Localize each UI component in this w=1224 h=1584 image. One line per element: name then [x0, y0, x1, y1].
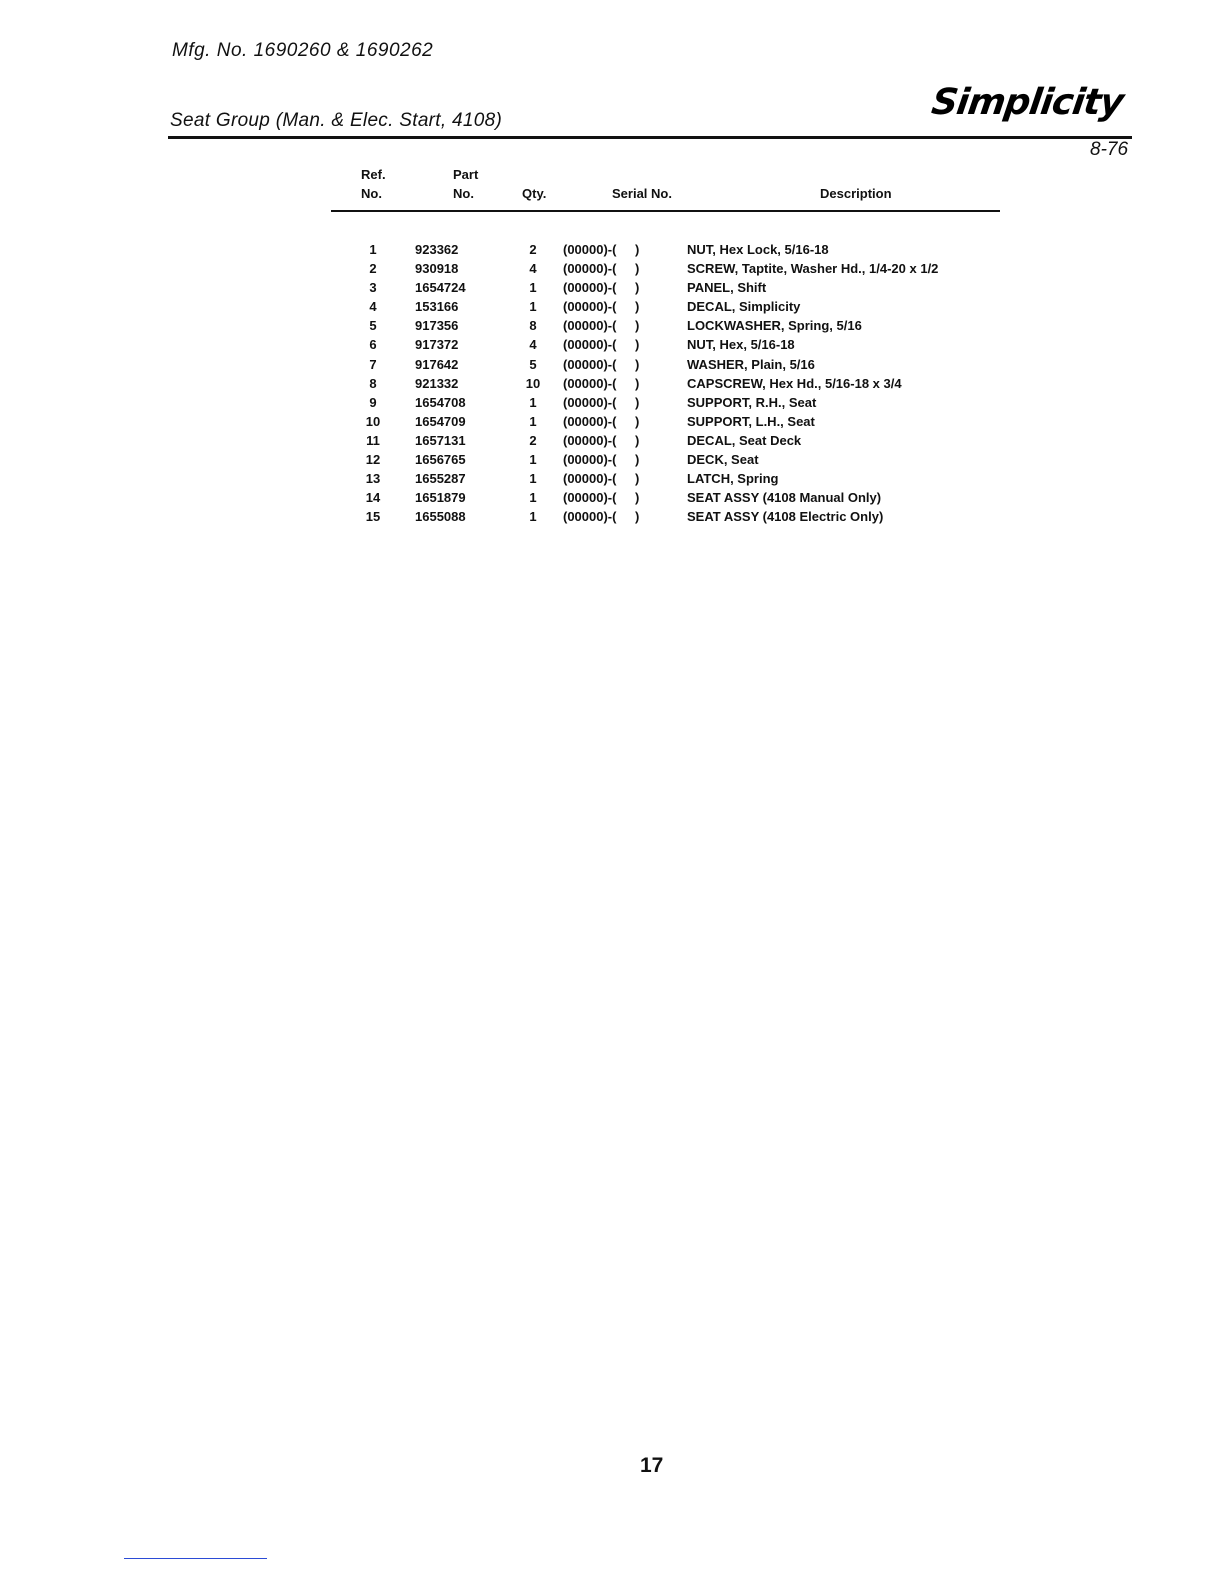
description: PANEL, Shift — [687, 280, 767, 296]
quantity: 2 — [529, 432, 537, 448]
table-row — [331, 469, 938, 488]
description: DECAL, Seat Deck — [687, 432, 802, 448]
serial-number: (00000)-( — [563, 413, 617, 429]
column-header-ref — [361, 165, 386, 203]
ref-number: 15 — [365, 509, 381, 525]
footer-line — [124, 1558, 267, 1559]
column-header-serial: Serial No. — [612, 186, 672, 201]
serial-bracket: ) — [635, 375, 640, 391]
ref-number: 7 — [369, 356, 377, 372]
part-number: 917642 — [415, 356, 459, 372]
description: LOCKWASHER, Spring, 5/16 — [687, 318, 862, 334]
part-number: 1654708 — [415, 394, 466, 410]
part-number: 1654709 — [415, 413, 466, 429]
quantity: 1 — [529, 471, 537, 487]
ref-number: 5 — [369, 318, 377, 334]
serial-bracket: ) — [635, 318, 640, 334]
description: SEAT ASSY (4108 Electric Only) — [687, 509, 884, 525]
part-number: 917356 — [415, 318, 459, 334]
serial-bracket: ) — [635, 356, 640, 372]
quantity: 1 — [529, 490, 537, 506]
ref-number: 4 — [369, 299, 377, 315]
column-header-description: Description — [820, 186, 892, 201]
serial-number: (00000)-( — [563, 299, 617, 315]
part-number: 1657131 — [415, 432, 466, 448]
quantity: 1 — [529, 452, 537, 468]
quantity: 1 — [529, 509, 537, 525]
serial-bracket: ) — [635, 432, 640, 448]
ref-number: 10 — [365, 413, 381, 429]
description: SCREW, Taptite, Washer Hd., 1/4-20 x 1/2 — [687, 261, 939, 277]
serial-number: (00000)-( — [563, 337, 617, 353]
table-row — [331, 240, 938, 259]
description: WASHER, Plain, 5/16 — [687, 356, 815, 372]
serial-bracket: ) — [635, 242, 640, 257]
table-row — [331, 431, 938, 450]
quantity: 5 — [529, 356, 537, 372]
table-row — [331, 412, 938, 431]
table-row — [331, 507, 938, 526]
description: DECK, Seat — [687, 452, 759, 468]
part-number: 1656765 — [415, 452, 466, 468]
table-row — [331, 316, 938, 335]
ref-number: 2 — [369, 261, 377, 277]
ref-number: 3 — [369, 280, 377, 296]
parts-table-body — [331, 240, 938, 526]
serial-number: (00000)-( — [563, 318, 617, 334]
description: NUT, Hex, 5/16-18 — [687, 337, 795, 353]
part-number: 1651879 — [415, 490, 466, 506]
quantity: 1 — [529, 280, 537, 296]
section-title: Seat Group (Man. & Elec. Start, 4108) — [170, 110, 503, 131]
serial-number: (00000)-( — [563, 261, 617, 277]
part-number: 1654724 — [415, 280, 466, 296]
column-header-part-line2: No. — [453, 186, 474, 201]
serial-bracket: ) — [635, 452, 640, 468]
quantity: 4 — [529, 337, 537, 353]
ref-number: 6 — [369, 337, 377, 353]
ref-number: 11 — [366, 432, 380, 448]
manufacturer-number: Mfg. No. 1690260 & 1690262 — [172, 40, 434, 61]
page-number: 17 — [640, 1454, 664, 1477]
quantity: 8 — [529, 318, 537, 334]
description: CAPSCREW, Hex Hd., 5/16-18 x 3/4 — [687, 375, 902, 391]
date-code: 8-76 — [1090, 139, 1129, 160]
serial-number: (00000)-( — [563, 432, 617, 448]
serial-bracket: ) — [635, 471, 640, 487]
serial-bracket: ) — [635, 261, 640, 277]
serial-number: (00000)-( — [563, 509, 617, 525]
ref-number: 12 — [365, 452, 381, 468]
part-number: 1655088 — [415, 509, 466, 525]
serial-number: (00000)-( — [563, 471, 617, 487]
serial-number: (00000)-( — [563, 452, 617, 468]
part-number: 1655287 — [415, 471, 466, 487]
description: SEAT ASSY (4108 Manual Only) — [687, 490, 882, 506]
quantity: 4 — [529, 261, 537, 277]
serial-number: (00000)-( — [563, 356, 617, 372]
serial-bracket: ) — [635, 280, 640, 296]
quantity: 1 — [529, 394, 537, 410]
description: LATCH, Spring — [687, 471, 779, 487]
quantity: 1 — [529, 299, 537, 315]
table-row — [331, 297, 938, 316]
table-row — [331, 374, 938, 393]
part-number: 923362 — [415, 242, 459, 257]
description: SUPPORT, R.H., Seat — [687, 394, 817, 410]
header-rule — [168, 136, 1132, 139]
serial-number: (00000)-( — [563, 375, 617, 391]
quantity: 10 — [525, 375, 541, 391]
table-row — [331, 259, 938, 278]
brand-logo: Simplicity — [929, 82, 1126, 123]
ref-number: 13 — [365, 471, 381, 487]
part-number: 930918 — [415, 261, 459, 277]
description: NUT, Hex Lock, 5/16-18 — [687, 242, 829, 257]
table-row — [331, 335, 938, 354]
serial-bracket: ) — [635, 299, 640, 315]
quantity: 2 — [529, 242, 537, 257]
table-row — [331, 278, 938, 297]
description: SUPPORT, L.H., Seat — [687, 413, 815, 429]
ref-number: 14 — [365, 490, 381, 506]
table-row — [331, 355, 938, 374]
ref-number: 8 — [369, 375, 377, 391]
serial-number: (00000)-( — [563, 490, 617, 506]
serial-number: (00000)-( — [563, 242, 617, 257]
column-header-ref-line2: No. — [361, 186, 382, 201]
parts-table — [331, 240, 938, 526]
table-row — [331, 488, 938, 507]
part-number: 921332 — [415, 375, 459, 391]
table-row — [331, 393, 938, 412]
column-header-qty: Qty. — [522, 186, 547, 201]
serial-number: (00000)-( — [563, 280, 617, 296]
serial-bracket: ) — [635, 337, 640, 353]
part-number: 917372 — [415, 337, 459, 353]
column-header-rule — [331, 210, 1000, 212]
column-header-part — [453, 165, 478, 203]
ref-number: 1 — [369, 242, 377, 257]
column-header-part-line1: Part — [453, 167, 479, 182]
serial-bracket: ) — [635, 490, 640, 506]
serial-bracket: ) — [635, 413, 640, 429]
quantity: 1 — [529, 413, 537, 429]
serial-bracket: ) — [635, 509, 640, 525]
serial-bracket: ) — [635, 394, 640, 410]
serial-number: (00000)-( — [563, 394, 617, 410]
column-header-ref-line1: Ref. — [361, 167, 386, 182]
ref-number: 9 — [369, 394, 377, 410]
part-number: 153166 — [415, 299, 459, 315]
table-row — [331, 450, 938, 469]
description: DECAL, Simplicity — [687, 299, 801, 315]
